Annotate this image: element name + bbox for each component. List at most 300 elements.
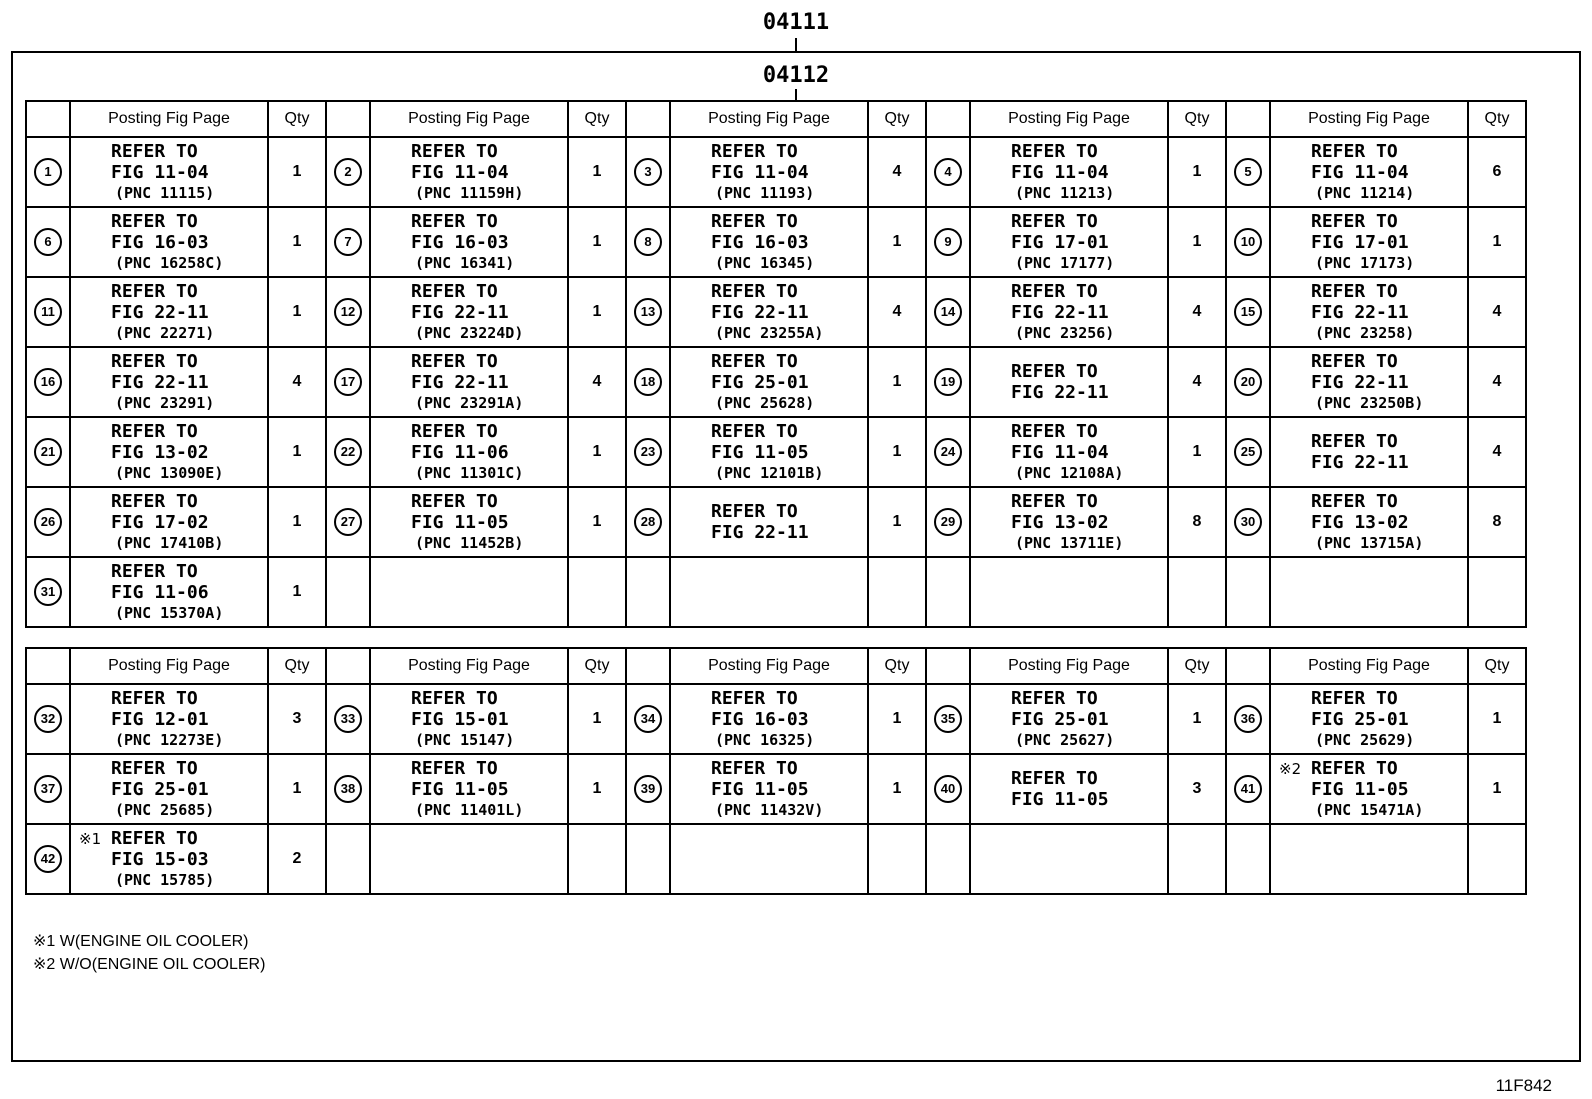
- pnc-code: (PNC 23258): [1315, 323, 1415, 342]
- pnc-code: (PNC 16341): [415, 253, 515, 272]
- refer-to-text: REFER TO: [1311, 280, 1398, 302]
- item-number-cell: [26, 207, 70, 277]
- qty-cell: 1: [268, 557, 326, 627]
- item-number-badge: 2: [334, 158, 362, 186]
- posting-cell: [970, 684, 1168, 754]
- posting-cell: [1270, 557, 1468, 627]
- item-number-badge: 15: [1234, 298, 1262, 326]
- qty-cell: 1: [568, 207, 626, 277]
- posting-cell: [970, 557, 1168, 627]
- item-number-badge: 4: [934, 158, 962, 186]
- header-posting-fig-page: Posting Fig Page: [370, 101, 568, 137]
- note-mark: ※2: [1279, 760, 1302, 778]
- pnc-code: (PNC 11193): [715, 183, 815, 202]
- item-number-badge: 10: [1234, 228, 1262, 256]
- posting-cell: [970, 277, 1168, 347]
- item-number-cell: [326, 754, 370, 824]
- qty-cell: 1: [268, 417, 326, 487]
- qty-cell: 4: [1468, 417, 1526, 487]
- fig-reference: FIG 22-11: [711, 301, 809, 323]
- refer-to-text: REFER TO: [111, 280, 198, 302]
- qty-cell: 1: [868, 417, 926, 487]
- item-number-cell: [626, 417, 670, 487]
- pnc-code: (PNC 11432V): [715, 800, 824, 819]
- item-number-badge: 39: [634, 775, 662, 803]
- qty-cell: 6: [1468, 137, 1526, 207]
- item-number-cell: [1226, 754, 1270, 824]
- item-number-badge: 8: [634, 228, 662, 256]
- item-number-badge: 29: [934, 508, 962, 536]
- table-row: [26, 754, 1526, 824]
- qty-cell: [568, 824, 626, 894]
- posting-cell: [70, 137, 268, 207]
- header-qty: Qty: [868, 101, 926, 137]
- table-row: [26, 207, 1526, 277]
- posting-cell: [370, 557, 568, 627]
- item-number-cell: [326, 417, 370, 487]
- refer-to-text: REFER TO: [711, 757, 798, 779]
- refer-to-text: REFER TO: [1011, 210, 1098, 232]
- pnc-code: (PNC 11301C): [415, 463, 524, 482]
- posting-cell: [1270, 417, 1468, 487]
- item-number-cell: [926, 684, 970, 754]
- qty-cell: 1: [868, 207, 926, 277]
- header-posting-fig-page: Posting Fig Page: [70, 648, 268, 684]
- fig-reference: FIG 25-01: [1011, 708, 1109, 730]
- fig-reference: FIG 11-05: [1011, 789, 1109, 810]
- item-number-badge: 20: [1234, 368, 1262, 396]
- item-number-cell: [326, 684, 370, 754]
- posting-cell: [670, 487, 868, 557]
- posting-cell: [370, 277, 568, 347]
- posting-cell: [70, 417, 268, 487]
- pnc-code: (PNC 15370A): [115, 603, 224, 622]
- refer-to-text: REFER TO: [1011, 420, 1098, 442]
- qty-cell: 1: [868, 684, 926, 754]
- item-number-cell: [26, 277, 70, 347]
- qty-cell: 1: [1168, 137, 1226, 207]
- item-number-cell: [326, 277, 370, 347]
- posting-cell: [670, 347, 868, 417]
- posting-cell: [370, 754, 568, 824]
- qty-cell: 3: [268, 684, 326, 754]
- pnc-code: (PNC 12101B): [715, 463, 824, 482]
- posting-cell: [1270, 487, 1468, 557]
- footnotes: [33, 930, 265, 976]
- table-row: [26, 557, 1526, 627]
- fig-reference: FIG 13-02: [111, 441, 209, 463]
- fig-reference: FIG 11-04: [711, 161, 809, 183]
- fig-reference: FIG 25-01: [711, 371, 809, 393]
- item-number-cell: [926, 557, 970, 627]
- pnc-code: (PNC 15471A): [1315, 800, 1424, 819]
- pnc-code: (PNC 23224D): [415, 323, 524, 342]
- header-number-cell: [326, 101, 370, 137]
- posting-cell: [70, 347, 268, 417]
- refer-to-text: REFER TO: [1011, 361, 1098, 382]
- item-number-badge: 5: [1234, 158, 1262, 186]
- pnc-code: (PNC 25629): [1315, 730, 1415, 749]
- item-number-badge: 38: [334, 775, 362, 803]
- fig-reference: FIG 11-05: [711, 441, 809, 463]
- refer-to-text: REFER TO: [1311, 140, 1398, 162]
- item-number-cell: [926, 137, 970, 207]
- fig-reference: FIG 22-11: [1311, 371, 1409, 393]
- item-number-badge: 18: [634, 368, 662, 396]
- qty-cell: 1: [1168, 684, 1226, 754]
- qty-cell: [1468, 557, 1526, 627]
- header-qty: Qty: [268, 648, 326, 684]
- item-number-cell: [626, 824, 670, 894]
- refer-to-text: REFER TO: [411, 687, 498, 709]
- posting-cell: [670, 557, 868, 627]
- item-number-badge: 37: [34, 775, 62, 803]
- item-number-cell: [326, 487, 370, 557]
- header-posting-fig-page: Posting Fig Page: [670, 101, 868, 137]
- refer-to-text: REFER TO: [1311, 490, 1398, 512]
- item-number-badge: 28: [634, 508, 662, 536]
- header-posting-fig-page: Posting Fig Page: [670, 648, 868, 684]
- refer-to-text: REFER TO: [411, 140, 498, 162]
- pnc-code: (PNC 23255A): [715, 323, 824, 342]
- table-row: [26, 137, 1526, 207]
- qty-cell: [1168, 557, 1226, 627]
- leader-line: [795, 38, 797, 52]
- fig-reference: FIG 11-04: [111, 161, 209, 183]
- fig-reference: FIG 13-02: [1011, 511, 1109, 533]
- qty-cell: [568, 557, 626, 627]
- refer-to-text: REFER TO: [111, 490, 198, 512]
- posting-cell: [670, 684, 868, 754]
- qty-cell: 1: [1468, 684, 1526, 754]
- header-qty: Qty: [1168, 101, 1226, 137]
- reference-table-1: [25, 100, 1527, 628]
- item-number-badge: 25: [1234, 438, 1262, 466]
- qty-cell: 1: [568, 754, 626, 824]
- posting-cell: [970, 207, 1168, 277]
- pnc-code: (PNC 13711E): [1015, 533, 1124, 552]
- item-number-cell: [926, 754, 970, 824]
- pnc-code: (PNC 15785): [115, 870, 215, 889]
- fig-reference: FIG 25-01: [1311, 708, 1409, 730]
- figure-id: 11F842: [1495, 1076, 1552, 1095]
- header-number-cell: [626, 101, 670, 137]
- refer-to-text: REFER TO: [411, 490, 498, 512]
- item-number-badge: 30: [1234, 508, 1262, 536]
- fig-reference: FIG 12-01: [111, 708, 209, 730]
- fig-reference: FIG 22-11: [111, 301, 209, 323]
- fig-reference: FIG 11-05: [411, 511, 509, 533]
- refer-to-text: REFER TO: [1011, 280, 1098, 302]
- fig-reference: FIG 11-04: [1011, 161, 1109, 183]
- item-number-badge: 21: [34, 438, 62, 466]
- fig-reference: FIG 11-05: [411, 778, 509, 800]
- item-number-cell: [26, 137, 70, 207]
- fig-reference: FIG 16-03: [711, 231, 809, 253]
- header-number-cell: [926, 101, 970, 137]
- qty-cell: 1: [868, 754, 926, 824]
- item-number-badge: 31: [34, 578, 62, 606]
- item-number-cell: [1226, 277, 1270, 347]
- posting-cell: [670, 137, 868, 207]
- header-posting-fig-page: Posting Fig Page: [70, 101, 268, 137]
- qty-cell: 1: [268, 754, 326, 824]
- posting-cell: [370, 824, 568, 894]
- fig-reference: FIG 11-06: [411, 441, 509, 463]
- header-number-cell: [626, 648, 670, 684]
- refer-to-text: REFER TO: [111, 560, 198, 582]
- table-row: [26, 824, 1526, 894]
- pnc-code: (PNC 11452B): [415, 533, 524, 552]
- pnc-code: (PNC 23256): [1015, 323, 1115, 342]
- qty-cell: 4: [1468, 347, 1526, 417]
- qty-cell: 1: [568, 487, 626, 557]
- item-number-cell: [326, 824, 370, 894]
- refer-to-text: REFER TO: [111, 140, 198, 162]
- item-number-badge: 13: [634, 298, 662, 326]
- fig-reference: FIG 25-01: [111, 778, 209, 800]
- item-number-badge: 22: [334, 438, 362, 466]
- qty-cell: 4: [568, 347, 626, 417]
- qty-cell: 1: [568, 684, 626, 754]
- pnc-code: (PNC 16258C): [115, 253, 224, 272]
- header-posting-fig-page: Posting Fig Page: [970, 648, 1168, 684]
- header-qty: Qty: [868, 648, 926, 684]
- fig-reference: FIG 11-04: [1011, 441, 1109, 463]
- posting-cell: [970, 347, 1168, 417]
- qty-cell: 4: [1168, 277, 1226, 347]
- header-posting-fig-page: Posting Fig Page: [1270, 648, 1468, 684]
- posting-cell: [370, 487, 568, 557]
- fig-reference: FIG 22-11: [111, 371, 209, 393]
- item-number-cell: [926, 824, 970, 894]
- posting-cell: [1270, 137, 1468, 207]
- item-number-badge: 16: [34, 368, 62, 396]
- header-posting-fig-page: Posting Fig Page: [1270, 101, 1468, 137]
- refer-to-text: REFER TO: [111, 420, 198, 442]
- posting-cell: [970, 137, 1168, 207]
- refer-to-text: REFER TO: [1011, 768, 1098, 789]
- item-number-cell: [26, 824, 70, 894]
- header-qty: Qty: [568, 101, 626, 137]
- header-number-cell: [926, 648, 970, 684]
- item-number-badge: 14: [934, 298, 962, 326]
- pnc-code: (PNC 11213): [1015, 183, 1115, 202]
- pnc-code: (PNC 17177): [1015, 253, 1115, 272]
- fig-reference: FIG 16-03: [711, 708, 809, 730]
- refer-to-text: REFER TO: [1311, 350, 1398, 372]
- qty-cell: 1: [868, 487, 926, 557]
- pnc-code: (PNC 23250B): [1315, 393, 1424, 412]
- header-posting-fig-page: Posting Fig Page: [370, 648, 568, 684]
- refer-to-text: REFER TO: [1011, 490, 1098, 512]
- item-number-badge: 24: [934, 438, 962, 466]
- refer-to-text: REFER TO: [711, 350, 798, 372]
- fig-reference: FIG 22-11: [1311, 452, 1409, 473]
- pnc-code: (PNC 11115): [115, 183, 215, 202]
- pnc-code: (PNC 25685): [115, 800, 215, 819]
- posting-cell: [70, 684, 268, 754]
- fig-reference: FIG 11-05: [1311, 778, 1409, 800]
- pnc-code: (PNC 17173): [1315, 253, 1415, 272]
- qty-cell: 1: [1468, 207, 1526, 277]
- refer-to-text: REFER TO: [1311, 757, 1398, 779]
- item-number-cell: [926, 347, 970, 417]
- posting-cell: [670, 824, 868, 894]
- refer-to-text: REFER TO: [1311, 210, 1398, 232]
- qty-cell: 1: [1168, 207, 1226, 277]
- posting-cell: [970, 754, 1168, 824]
- refer-to-text: REFER TO: [411, 420, 498, 442]
- header-qty: Qty: [568, 648, 626, 684]
- header-qty: Qty: [1168, 648, 1226, 684]
- fig-reference: FIG 17-01: [1011, 231, 1109, 253]
- item-number-cell: [626, 557, 670, 627]
- item-number-cell: [926, 207, 970, 277]
- table-row: [26, 347, 1526, 417]
- item-number-badge: 42: [34, 845, 62, 873]
- item-number-cell: [326, 557, 370, 627]
- qty-cell: 1: [1468, 754, 1526, 824]
- footnote: ※2 W/O(ENGINE OIL COOLER): [33, 956, 266, 973]
- pnc-code: (PNC 25628): [715, 393, 815, 412]
- refer-to-text: REFER TO: [711, 140, 798, 162]
- item-number-badge: 23: [634, 438, 662, 466]
- qty-cell: 4: [868, 137, 926, 207]
- note-mark: ※1: [79, 830, 102, 848]
- item-number-cell: [326, 137, 370, 207]
- qty-cell: 1: [268, 137, 326, 207]
- item-number-cell: [1226, 684, 1270, 754]
- refer-to-text: REFER TO: [711, 501, 798, 522]
- refer-to-text: REFER TO: [711, 687, 798, 709]
- pnc-code: (PNC 11401L): [415, 800, 524, 819]
- posting-cell: [70, 277, 268, 347]
- refer-to-text: REFER TO: [711, 210, 798, 232]
- qty-cell: 4: [1468, 277, 1526, 347]
- posting-cell: [1270, 824, 1468, 894]
- fig-reference: FIG 15-03: [111, 848, 209, 870]
- posting-cell: [1270, 347, 1468, 417]
- fig-reference: FIG 16-03: [111, 231, 209, 253]
- qty-cell: 1: [568, 277, 626, 347]
- posting-cell: [970, 417, 1168, 487]
- fig-reference: FIG 22-11: [1011, 382, 1109, 403]
- item-number-cell: [926, 487, 970, 557]
- posting-cell: [370, 417, 568, 487]
- header-number-cell: [26, 648, 70, 684]
- item-number-badge: 35: [934, 705, 962, 733]
- posting-cell: [670, 277, 868, 347]
- item-number-cell: [1226, 557, 1270, 627]
- item-number-cell: [1226, 347, 1270, 417]
- header-number-cell: [1226, 101, 1270, 137]
- item-number-cell: [926, 277, 970, 347]
- item-number-badge: 41: [1234, 775, 1262, 803]
- posting-cell: [370, 137, 568, 207]
- posting-cell: [70, 487, 268, 557]
- qty-cell: 1: [568, 417, 626, 487]
- item-number-cell: [26, 487, 70, 557]
- refer-to-text: REFER TO: [111, 350, 198, 372]
- item-number-badge: 34: [634, 705, 662, 733]
- header-qty: Qty: [268, 101, 326, 137]
- item-number-badge: 17: [334, 368, 362, 396]
- item-number-cell: [326, 347, 370, 417]
- header-posting-fig-page: Posting Fig Page: [970, 101, 1168, 137]
- fig-reference: FIG 22-11: [411, 371, 509, 393]
- posting-cell: [70, 557, 268, 627]
- posting-cell: [70, 824, 268, 894]
- pnc-code: (PNC 12273E): [115, 730, 224, 749]
- item-number-cell: [626, 207, 670, 277]
- item-number-cell: [1226, 137, 1270, 207]
- posting-cell: [670, 754, 868, 824]
- table-row: [26, 277, 1526, 347]
- item-number-badge: 36: [1234, 705, 1262, 733]
- item-number-cell: [1226, 487, 1270, 557]
- item-number-badge: 19: [934, 368, 962, 396]
- qty-cell: 1: [1168, 417, 1226, 487]
- refer-to-text: REFER TO: [411, 757, 498, 779]
- item-number-cell: [626, 754, 670, 824]
- pnc-code: (PNC 25627): [1015, 730, 1115, 749]
- posting-cell: [370, 684, 568, 754]
- item-number-badge: 3: [634, 158, 662, 186]
- item-number-badge: 33: [334, 705, 362, 733]
- table-row: [26, 684, 1526, 754]
- posting-cell: [370, 207, 568, 277]
- qty-cell: [1168, 824, 1226, 894]
- pnc-code: (PNC 23291): [115, 393, 215, 412]
- pnc-code: (PNC 17410B): [115, 533, 224, 552]
- pnc-code: (PNC 23291A): [415, 393, 524, 412]
- qty-cell: 4: [1168, 347, 1226, 417]
- item-number-cell: [626, 684, 670, 754]
- item-number-badge: 1: [34, 158, 62, 186]
- refer-to-text: REFER TO: [111, 210, 198, 232]
- assembly-code-04112: 04112: [762, 63, 830, 88]
- reference-table-2: [25, 647, 1527, 895]
- refer-to-text: REFER TO: [111, 827, 198, 849]
- refer-to-text: REFER TO: [1011, 140, 1098, 162]
- refer-to-text: REFER TO: [111, 687, 198, 709]
- qty-cell: 4: [268, 347, 326, 417]
- qty-cell: [868, 824, 926, 894]
- item-number-badge: 32: [34, 705, 62, 733]
- qty-cell: 2: [268, 824, 326, 894]
- refer-to-text: REFER TO: [1011, 687, 1098, 709]
- pnc-code: (PNC 22271): [115, 323, 215, 342]
- fig-reference: FIG 22-11: [1311, 301, 1409, 323]
- posting-cell: [970, 487, 1168, 557]
- posting-cell: [1270, 684, 1468, 754]
- refer-to-text: REFER TO: [411, 350, 498, 372]
- posting-cell: [670, 417, 868, 487]
- pnc-code: (PNC 16325): [715, 730, 815, 749]
- fig-reference: FIG 22-11: [711, 522, 809, 543]
- refer-to-text: REFER TO: [711, 420, 798, 442]
- pnc-code: (PNC 12108A): [1015, 463, 1124, 482]
- item-number-cell: [26, 684, 70, 754]
- fig-reference: FIG 13-02: [1311, 511, 1409, 533]
- refer-to-text: REFER TO: [111, 757, 198, 779]
- qty-cell: 1: [268, 487, 326, 557]
- fig-reference: FIG 15-01: [411, 708, 509, 730]
- fig-reference: FIG 16-03: [411, 231, 509, 253]
- item-number-cell: [326, 207, 370, 277]
- item-number-cell: [1226, 417, 1270, 487]
